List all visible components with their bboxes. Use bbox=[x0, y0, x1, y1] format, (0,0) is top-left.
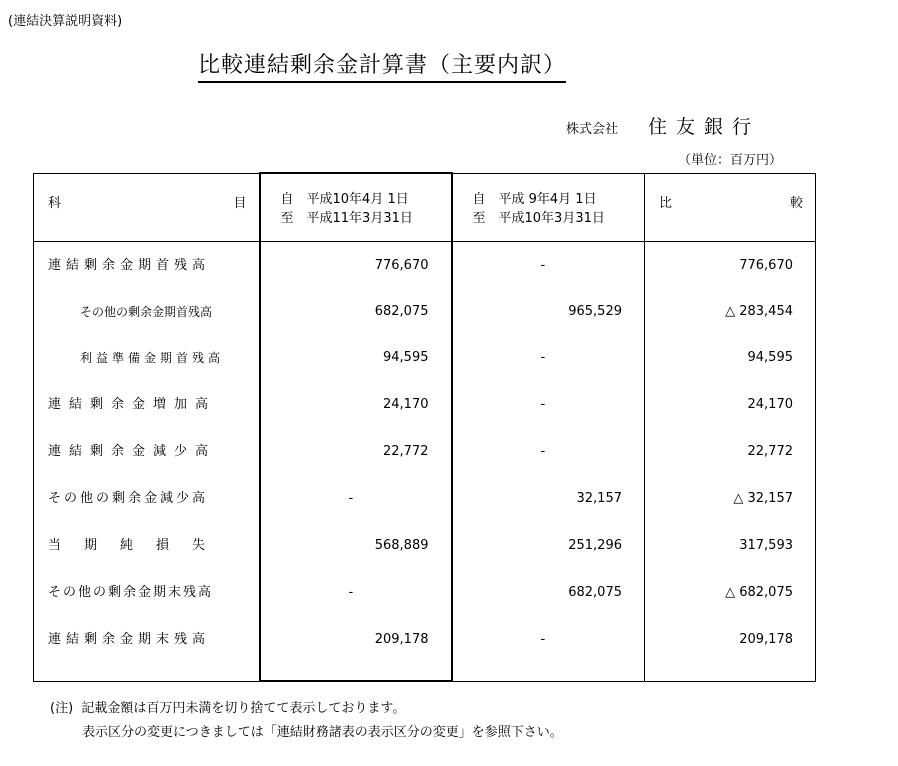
header-previous-period bbox=[452, 173, 645, 242]
row-label: 連結剰余金期末残高 bbox=[48, 632, 211, 647]
header-compare-left: 比 bbox=[659, 195, 673, 211]
table-body-row bbox=[34, 242, 816, 682]
previous-to-mark: 至 bbox=[472, 210, 486, 226]
surplus-statement-table bbox=[33, 172, 816, 682]
current-value: 682,075 bbox=[374, 304, 429, 319]
unit-label: （単位：百万円） bbox=[678, 153, 783, 168]
compare-value: 776,670 bbox=[739, 258, 793, 273]
footnote-line-2: 表示区分の変更につきましては「連結財務諸表の表示区分の変更」を参照下さい。 bbox=[82, 725, 563, 740]
current-value: 24,170 bbox=[383, 397, 429, 412]
label-column bbox=[34, 242, 260, 682]
row-label: 連結剰余金増加高 bbox=[48, 397, 217, 412]
current-value: - bbox=[348, 491, 354, 506]
footnote-line-1: 記載金額は百万円未満を切り捨てて表示しております。 bbox=[81, 701, 406, 716]
current-value: 209,178 bbox=[374, 632, 429, 647]
row-label: その他の剰余金減少高 bbox=[48, 491, 209, 506]
current-period-column bbox=[260, 242, 452, 682]
header-compare-cell bbox=[645, 173, 816, 242]
previous-value: - bbox=[540, 632, 546, 647]
company-name: 住友銀行 bbox=[648, 116, 761, 138]
previous-value: - bbox=[540, 397, 546, 412]
previous-value: 965,529 bbox=[568, 304, 622, 319]
compare-value: 209,178 bbox=[739, 632, 793, 647]
document-category-note: (連結決算説明資料) bbox=[8, 14, 123, 29]
previous-from-mark: 自 bbox=[472, 191, 486, 207]
previous-value: 682,075 bbox=[568, 585, 622, 600]
header-compare-right: 較 bbox=[789, 195, 803, 211]
previous-value: - bbox=[540, 258, 546, 273]
row-label: その他の剰余金期首残高 bbox=[80, 305, 213, 319]
company-prefix: 株式会社 bbox=[566, 122, 619, 137]
previous-value: - bbox=[540, 350, 546, 365]
compare-value: △ 32,157 bbox=[733, 491, 793, 506]
table-header-row bbox=[34, 173, 816, 242]
row-label: 当期純損失 bbox=[48, 538, 229, 553]
current-value: 776,670 bbox=[374, 258, 429, 273]
comparison-column bbox=[645, 242, 816, 682]
footnote bbox=[50, 697, 563, 745]
compare-value: 24,170 bbox=[747, 397, 793, 412]
previous-from-date: 平成 9年4月 1日 bbox=[498, 191, 597, 207]
header-current-period bbox=[260, 173, 452, 242]
compare-value: △ 283,454 bbox=[725, 304, 793, 319]
compare-value: △ 682,075 bbox=[725, 585, 793, 600]
current-value: - bbox=[348, 585, 354, 600]
current-to-mark: 至 bbox=[280, 211, 294, 226]
header-item-cell bbox=[34, 173, 260, 242]
footnote-mark: (注) bbox=[50, 701, 74, 716]
compare-value: 317,593 bbox=[739, 538, 793, 553]
current-value: 568,889 bbox=[374, 538, 429, 553]
previous-value: 32,157 bbox=[576, 491, 622, 506]
row-label: 利益準備金期首残高 bbox=[80, 351, 225, 365]
previous-value: - bbox=[540, 444, 546, 459]
current-to-date: 平成11年3月31日 bbox=[306, 211, 413, 226]
row-label: 連結剰余金減少高 bbox=[48, 444, 217, 459]
compare-value: 22,772 bbox=[747, 444, 793, 459]
current-value: 94,595 bbox=[383, 350, 429, 365]
current-value: 22,772 bbox=[383, 444, 429, 459]
row-label: その他の剰余金期末残高 bbox=[48, 585, 214, 600]
previous-to-date: 平成10年3月31日 bbox=[498, 210, 605, 226]
compare-value: 94,595 bbox=[747, 350, 793, 365]
header-item-left: 科 bbox=[48, 195, 62, 211]
row-label: 連結剰余金期首残高 bbox=[48, 258, 211, 273]
header-item-right: 目 bbox=[233, 195, 247, 211]
page-title: 比較連結剰余金計算書（主要内訳） bbox=[198, 48, 566, 83]
previous-value: 251,296 bbox=[568, 538, 622, 553]
current-from-mark: 自 bbox=[280, 192, 294, 207]
previous-period-column bbox=[452, 242, 645, 682]
current-from-date: 平成10年4月 1日 bbox=[306, 192, 409, 207]
